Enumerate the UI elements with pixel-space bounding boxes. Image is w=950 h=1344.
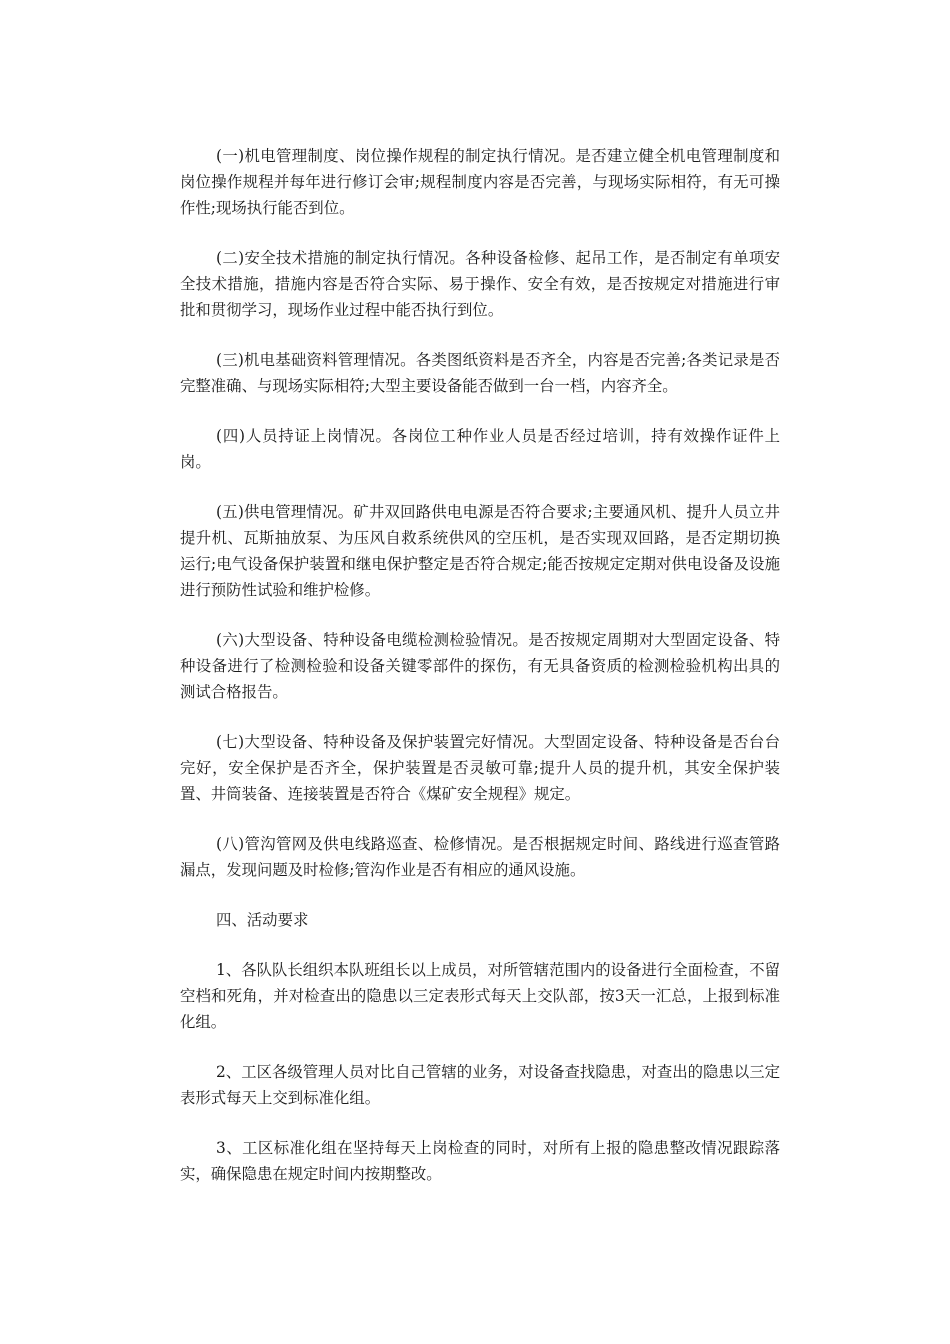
paragraph-safety-measures: (二)安全技术措施的制定执行情况。各种设备检修、起吊工作，是否制定有单项安全技术措施，措施内容是否符合实际、易于操作、安全有效，是否按规定对措施进行审批和贯彻学习，现场作业过程中能否执行到位。 bbox=[180, 249, 780, 319]
paragraph-mechanical-management: (一)机电管理制度、岗位操作规程的制定执行情况。是否建立健全机电管理制度和岗位操作规程并每年进行修订会审;规程制度内容是否完善，与现场实际相符，有无可操作性;现场执行能否到位。 bbox=[180, 147, 780, 217]
paragraph-requirement-2: 2、工区各级管理人员对比自己管辖的业务，对设备查找隐患，对查出的隐患以三定表形式每天上交到标准化组。 bbox=[180, 1063, 780, 1107]
paragraph-pipeline-patrol: (八)管沟管网及供电线路巡查、检修情况。是否根据规定时间、路线进行巡查管路漏点，发现问题及时检修;管沟作业是否有相应的通风设施。 bbox=[180, 835, 780, 879]
paragraph-equipment-condition: (七)大型设备、特种设备及保护装置完好情况。大型固定设备、特种设备是否台台完好，安全保护是否齐全，保护装置是否灵敏可靠;提升人员的提升机，其安全保护装置、井筒装备、连接装置是否符合《煤矿安全规程》规定。 bbox=[180, 733, 780, 803]
paragraph-requirement-3: 3、工区标准化组在坚持每天上岗检查的同时，对所有上报的隐患整改情况跟踪落实，确保隐患在规定时间内按期整改。 bbox=[180, 1139, 780, 1183]
document-body bbox=[180, 143, 780, 1211]
section-heading-requirements: 四、活动要求 bbox=[216, 911, 309, 929]
paragraph-certified-staff: (四)人员持证上岗情况。各岗位工种作业人员是否经过培训，持有效操作证件上岗。 bbox=[180, 427, 780, 471]
paragraph-requirement-1: 1、各队队长组织本队班组长以上成员，对所管辖范围内的设备进行全面检查，不留空档和死角，并对检查出的隐患以三定表形式每天上交队部，按3天一汇总，上报到标准化组。 bbox=[180, 961, 780, 1031]
paragraph-power-supply: (五)供电管理情况。矿井双回路供电电源是否符合要求;主要通风机、提升人员立井提升机、瓦斯抽放泵、为压风自救系统供风的空压机，是否实现双回路，是否定期切换运行;电气设备保护装置和继电保护整定是否符合规定;能否按规定定期对供电设备及设施进行预防性试验和维护检修。 bbox=[180, 503, 780, 599]
paragraph-basic-records: (三)机电基础资料管理情况。各类图纸资料是否齐全，内容是否完善;各类记录是否完整准确、与现场实际相符;大型主要设备能否做到一台一档，内容齐全。 bbox=[180, 351, 780, 395]
paragraph-cable-inspection: (六)大型设备、特种设备电缆检测检验情况。是否按规定周期对大型固定设备、特种设备进行了检测检验和设备关键零部件的探伤，有无具备资质的检测检验机构出具的测试合格报告。 bbox=[180, 631, 780, 701]
